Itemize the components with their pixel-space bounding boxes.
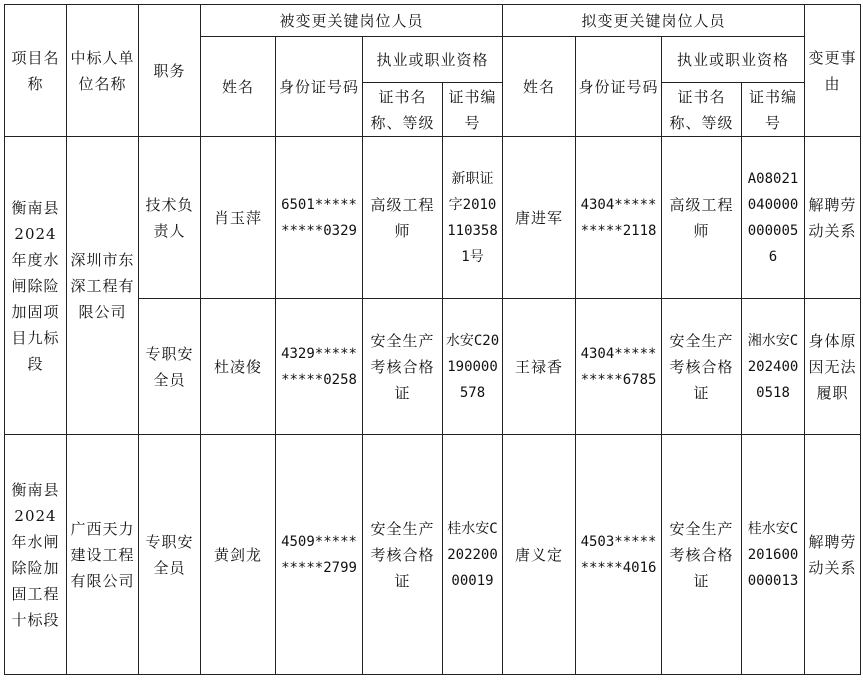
project-cell: 衡南县2024年度水闸除险加固项目九标段: [5, 137, 67, 435]
old-id-cell: 6501**********0329: [276, 137, 363, 299]
new-cert-number-cell: A080210400000000056: [742, 137, 805, 299]
position-cell: 专职安全员: [139, 299, 201, 435]
new-id-cell: 4503**********4016: [576, 435, 662, 675]
header-changed-group: 被变更关键岗位人员: [201, 5, 503, 37]
old-cert-number-cell: 桂水安C20220000019: [443, 435, 503, 675]
new-cert-name-cell: 安全生产考核合格证: [662, 299, 742, 435]
header-winner-unit: 中标人单位名称: [67, 5, 139, 137]
reason-cell: 解聘劳动关系: [805, 435, 861, 675]
reason-cell: 解聘劳动关系: [805, 137, 861, 299]
header-new-id: 身份证号码: [576, 37, 662, 137]
header-old-name: 姓名: [201, 37, 276, 137]
new-cert-name-cell: 安全生产考核合格证: [662, 435, 742, 675]
old-id-cell: 4509**********2799: [276, 435, 363, 675]
new-name-cell: 王禄香: [503, 299, 576, 435]
header-change-reason: 变更事由: [805, 5, 861, 137]
reason-cell: 身体原因无法履职: [805, 299, 861, 435]
table-row: [5, 137, 861, 299]
header-old-id: 身份证号码: [276, 37, 363, 137]
new-name-cell: 唐义定: [503, 435, 576, 675]
table-row: [5, 435, 861, 675]
old-cert-number-cell: 水安C20190000578: [443, 299, 503, 435]
header-old-qualification: 执业或职业资格: [363, 37, 503, 83]
new-name-cell: 唐进军: [503, 137, 576, 299]
header-new-name: 姓名: [503, 37, 576, 137]
header-proposed-group: 拟变更关键岗位人员: [503, 5, 805, 37]
header-position: 职务: [139, 5, 201, 137]
new-id-cell: 4304**********2118: [576, 137, 662, 299]
old-name-cell: 杜凌俊: [201, 299, 276, 435]
header-new-qualification: 执业或职业资格: [662, 37, 805, 83]
header-old-cert-number: 证书编号: [443, 83, 503, 137]
old-cert-number-cell: 新职证字20101103581号: [443, 137, 503, 299]
old-cert-name-cell: 安全生产考核合格证: [363, 435, 443, 675]
new-id-cell: 4304**********6785: [576, 299, 662, 435]
new-cert-name-cell: 高级工程师: [662, 137, 742, 299]
personnel-change-table: [4, 4, 861, 675]
header-project-name: 项目名称: [5, 5, 67, 137]
header-old-cert-name: 证书名称、等级: [363, 83, 443, 137]
new-cert-number-cell: 桂水安C201600000013: [742, 435, 805, 675]
position-cell: 专职安全员: [139, 435, 201, 675]
unit-cell: 广西天力建设工程有限公司: [67, 435, 139, 675]
new-cert-number-cell: 湘水安C2024000518: [742, 299, 805, 435]
unit-cell: 深圳市东深工程有限公司: [67, 137, 139, 435]
header-new-cert-number: 证书编号: [742, 83, 805, 137]
old-cert-name-cell: 高级工程师: [363, 137, 443, 299]
project-cell: 衡南县2024年水闸除险加固工程十标段: [5, 435, 67, 675]
old-name-cell: 黄剑龙: [201, 435, 276, 675]
header-new-cert-name: 证书名称、等级: [662, 83, 742, 137]
old-cert-name-cell: 安全生产考核合格证: [363, 299, 443, 435]
old-name-cell: 肖玉萍: [201, 137, 276, 299]
old-id-cell: 4329**********0258: [276, 299, 363, 435]
position-cell: 技术负责人: [139, 137, 201, 299]
